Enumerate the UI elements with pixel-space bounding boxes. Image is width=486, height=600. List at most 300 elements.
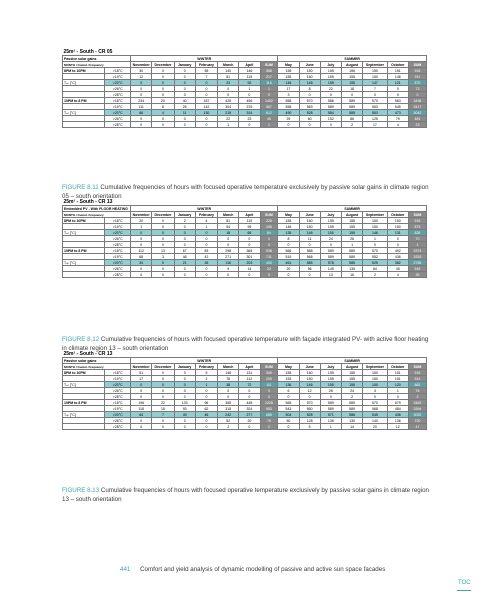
sum-cell: 916 [408,370,426,376]
value-cell: 0 [152,394,174,400]
value-cell: 579 [387,400,408,406]
value-cell: 0 [320,394,341,400]
value-cell: 484 [387,406,408,412]
caption-figure-8-11 [62,183,432,201]
sum-cell: 3436 [408,98,426,104]
sum-cell: 873 [408,224,426,230]
value-cell: 436 [387,254,408,260]
page-footer [120,566,385,573]
month-header: August [341,212,362,218]
month-frequency-label: MONTH / Cumul. Frequency [63,212,131,218]
value-cell: 4 [387,272,408,278]
value-cell: 589 [320,254,341,260]
sum-cell: 1228 [260,400,278,406]
value-cell: 1 [239,86,260,92]
caption-text: Cumulative frequencies of hours with focused operative temperature with façade integrated PV- with active floor heating in climate region 13 – south orientation [62,336,429,352]
value-cell: 0 [195,272,217,278]
value-cell: 155 [341,224,362,230]
sum-cell: 111 [260,382,278,388]
value-cell: 1 [320,424,341,430]
value-cell: 0 [152,272,174,278]
month-header: May [278,212,299,218]
value-cell: 155 [341,74,362,80]
value-cell: 30 [131,68,152,74]
value-cell: 20 [278,266,299,272]
table-scenario-label: Embedded PV - With FLOOR HEATING [63,206,131,212]
value-cell: 136 [278,382,299,388]
threshold-cell: >19°C [105,406,131,412]
temperature-label: Tₒₚ [°C] [63,260,105,266]
sum-cell: 720 [408,418,426,424]
value-cell: 0 [387,86,408,92]
value-cell: 0 [131,122,152,128]
sum-cell: 1 [260,86,278,92]
value-cell: 585 [299,260,320,266]
value-cell: 589 [341,98,362,104]
value-cell: 128 [299,418,320,424]
value-cell: 0 [152,122,174,128]
value-cell: 46 [174,254,195,260]
value-cell: 52 [218,418,239,424]
value-cell: 86 [341,116,362,122]
value-cell: 301 [239,254,260,260]
value-cell: 7 [363,86,388,92]
sum-cell: 870 [408,80,426,86]
value-cell: 0 [174,272,195,278]
value-cell: 131 [387,230,408,236]
value-cell: 0 [320,92,341,98]
month-header: August [341,62,362,68]
value-cell: 490 [278,110,299,116]
value-cell: 0 [174,266,195,272]
sum-cell: 23 [408,122,426,128]
value-cell: 99 [239,224,260,230]
value-cell: 589 [341,248,362,254]
value-cell: 504 [278,412,299,418]
value-cell: 135 [278,230,299,236]
period-label: 10PM to 8 PM [63,98,105,104]
threshold-cell: >18°C [105,248,131,254]
value-cell: 13 [152,248,174,254]
value-cell: 38 [218,382,239,388]
month-header: SUM [408,212,426,218]
value-cell: 0 [195,266,217,272]
value-cell: 0 [239,92,260,98]
value-cell: 78 [218,376,239,382]
value-cell: 519 [278,254,299,260]
value-cell: 12 [299,388,320,394]
value-cell: 0 [174,370,195,376]
value-cell: 146 [278,80,299,86]
value-cell: 563 [387,98,408,104]
value-cell: 12 [131,74,152,80]
value-cell: 11 [299,236,320,242]
value-cell: 0 [174,68,195,74]
value-cell: 543 [278,406,299,412]
value-cell: 0 [218,394,239,400]
value-cell: 0 [174,122,195,128]
value-cell: 558 [278,98,299,104]
value-cell: 0 [195,80,217,86]
threshold-cell: >19°C [105,254,131,260]
value-cell: 553 [363,110,388,116]
value-cell: 0 [278,394,299,400]
value-cell: 0 [387,92,408,98]
value-cell: 0 [174,86,195,92]
month-header: August [341,364,362,370]
value-cell: 119 [239,218,260,224]
value-cell: 324 [239,406,260,412]
value-cell: 16 [341,272,362,278]
value-cell: 589 [341,104,362,110]
value-cell: 8 [152,104,174,110]
value-cell: 7 [195,74,217,80]
value-cell: 140 [363,418,388,424]
value-cell: 2 [174,218,195,224]
sum-cell: 731 [260,254,278,260]
value-cell: 26 [341,236,362,242]
value-cell: 234 [131,98,152,104]
value-cell: 584 [320,110,341,116]
sum-cell: 0 [260,92,278,98]
value-cell: 17 [363,122,388,128]
value-cell: 525 [363,260,388,266]
sum-cell: 0 [260,394,278,400]
value-cell: 0 [174,382,195,388]
threshold-cell: >28°C [105,92,131,98]
threshold-cell: >20°C [105,230,131,236]
value-cell: 18 [341,86,362,92]
value-cell: 0 [152,418,174,424]
value-cell: 0 [131,424,152,430]
value-cell: 560 [299,406,320,412]
value-cell: 155 [320,382,341,388]
value-cell: 0 [299,122,320,128]
month-header: January [174,62,195,68]
sum-cell: 79 [260,418,278,424]
table-scenario-label: Passive solar gains [63,358,131,364]
threshold-cell: >26°C [105,116,131,122]
sum-cell: 3042 [408,110,426,116]
sum-cell: 685 [260,412,278,418]
value-cell: 0 [218,388,239,394]
value-cell: 0 [131,266,152,272]
value-cell: 93 [174,406,195,412]
value-cell: 20 [363,424,388,430]
sum-cell: 2 [260,424,278,430]
value-cell: 151 [387,370,408,376]
value-cell: 146 [387,74,408,80]
value-cell: 17 [131,376,152,382]
month-header: September [363,212,388,218]
threshold-cell: >28°C [105,242,131,248]
toc-link[interactable]: TOC [458,580,471,586]
caption-figure-number: FIGURE 8.13 [62,487,100,494]
value-cell: 1 [131,224,152,230]
value-cell: 0 [195,418,217,424]
value-cell: 568 [299,254,320,260]
month-header: January [174,212,195,218]
value-cell: 0 [239,394,260,400]
value-cell: 187 [195,98,217,104]
value-cell: 21 [174,260,195,266]
value-cell: 565 [278,400,299,406]
sum-cell: 914 [408,376,426,382]
threshold-cell: >18°C [105,370,131,376]
value-cell: 589 [320,406,341,412]
value-cell: 5 [299,424,320,430]
value-cell: 155 [278,68,299,74]
value-cell: 589 [320,400,341,406]
value-cell: 118 [131,406,152,412]
sum-cell: 1 [408,242,426,248]
value-cell: 116 [218,260,239,266]
value-cell: 155 [341,376,362,382]
value-cell: 14 [341,424,362,430]
value-cell: 0 [278,242,299,248]
threshold-cell: >19°C [105,74,131,80]
sum-cell: 3462 [408,400,426,406]
value-cell: 155 [320,218,341,224]
value-cell: 66 [131,110,152,116]
value-cell: 46 [195,412,217,418]
value-cell: 67 [174,248,195,254]
value-cell: 150 [320,230,341,236]
month-header: July [320,212,341,218]
value-cell: 68 [131,254,152,260]
table-row [63,122,427,128]
value-cell: 0 [152,266,174,272]
sum-cell: 226 [260,218,278,224]
value-cell: 155 [278,370,299,376]
value-cell: 0 [239,242,260,248]
month-header: April [239,62,260,68]
sum-cell: 916 [408,68,426,74]
value-cell: 0 [239,424,260,430]
value-cell: 120 [387,382,408,388]
table-scenario-label: Passive solar gains [63,56,131,62]
month-header: October [387,212,408,218]
value-cell: 271 [218,254,239,260]
sum-cell: 2765 [408,260,426,266]
sum-cell: 3417 [408,104,426,110]
value-cell: 0 [174,424,195,430]
caption-text: Cumulative frequencies of hours with focused operative temperature exclusively by passive solar gains in climate region 05 – south orientation [62,184,429,200]
value-cell: 570 [363,248,388,254]
value-cell: 2 [218,424,239,430]
threshold-cell: >19°C [105,104,131,110]
value-cell: 1 [387,388,408,394]
sum-cell: 155 [260,224,278,230]
value-cell: 26 [174,104,195,110]
month-frequency-label: MONTH / Cumul. Frequency [63,364,131,370]
period-label: 10PM to 8 PM [63,248,105,254]
value-cell: 473 [387,110,408,116]
value-cell: 22 [152,400,174,406]
sum-cell: 3092 [408,412,426,418]
threshold-cell: >26°C [105,418,131,424]
value-cell: 29 [278,116,299,122]
value-cell: 14 [239,266,260,272]
value-cell: 0 [278,272,299,278]
value-cell: 0 [152,80,174,86]
sum-cell: 115 [260,80,278,86]
value-cell: 215 [218,110,239,116]
value-cell: 0 [195,388,217,394]
month-header: February [195,364,217,370]
value-cell: 298 [218,248,239,254]
value-cell: 0 [239,236,260,242]
sum-cell: 3253 [408,254,426,260]
page-number: 441 [120,566,131,573]
month-header: May [278,62,299,68]
empty-cell [63,424,105,430]
value-cell: 528 [299,412,320,418]
value-cell: 64 [131,412,152,418]
value-cell: 0 [239,388,260,394]
temperature-label: Tₒₚ [°C] [63,80,105,86]
month-header: March [218,364,239,370]
value-cell: 150 [299,224,320,230]
threshold-cell: >19°C [105,376,131,382]
value-cell: 60 [299,116,320,122]
month-header: March [218,212,239,218]
value-cell: 96 [195,400,217,406]
value-cell: 150 [363,224,388,230]
month-header: February [195,62,217,68]
value-cell: 570 [363,400,388,406]
value-cell: 45 [387,266,408,272]
sum-cell: 0 [260,236,278,242]
sum-cell: 209 [260,376,278,382]
month-header: November [131,212,152,218]
threshold-cell: >18°C [105,68,131,74]
threshold-cell: >26°C [105,86,131,92]
month-header: July [320,364,341,370]
value-cell: 92 [239,80,260,86]
month-header: SUM [260,212,278,218]
temperature-label: Tₒₚ [°C] [63,412,105,418]
value-cell: 153 [278,376,299,382]
value-cell: 558 [278,104,299,110]
value-cell: 7 [152,412,174,418]
value-cell: 0 [195,230,217,236]
value-cell: 13 [320,272,341,278]
value-cell: 1 [218,122,239,128]
value-cell: 146 [299,382,320,388]
value-cell: 8 [278,236,299,242]
winter-header: WINTER [131,56,278,62]
value-cell: 42 [195,254,217,260]
value-cell: 0 [387,236,408,242]
month-header: SUM [260,62,278,68]
value-cell: 570 [299,400,320,406]
value-cell: 571 [320,412,341,418]
value-cell: 589 [341,400,362,406]
value-cell: 0 [152,242,174,248]
value-cell: 145 [320,266,341,272]
value-cell: 0 [299,92,320,98]
value-cell: 50 [278,418,299,424]
value-cell: 528 [299,110,320,116]
threshold-cell: >18°C [105,218,131,224]
threshold-cell: >28°C [105,394,131,400]
value-cell: 136 [320,418,341,424]
value-cell: 0 [320,122,341,128]
results-table [62,350,427,430]
value-cell: 0 [363,92,388,98]
value-cell: 155 [278,74,299,80]
value-cell: 20 [152,98,174,104]
sum-cell: 217 [260,74,278,80]
value-cell: 0 [131,230,152,236]
value-cell: 0 [195,86,217,92]
month-header: November [131,62,152,68]
value-cell: 0 [131,382,152,388]
month-header: April [239,212,260,218]
month-header: June [299,364,320,370]
threshold-cell: >20°C [105,260,131,266]
value-cell: 0 [195,242,217,248]
value-cell: 136 [387,418,408,424]
value-cell: 51 [131,370,152,376]
value-cell: 1 [363,236,388,242]
value-cell: 578 [320,260,341,266]
value-cell: 0 [278,122,299,128]
sum-cell: 0 [408,92,426,98]
sum-cell: 2 [408,394,426,400]
value-cell: 155 [341,68,362,74]
value-cell: 0 [387,394,408,400]
value-cell: 0 [152,370,174,376]
value-cell: 23 [218,80,239,86]
temperature-label: Tₒₚ [°C] [63,382,105,388]
sum-cell: 0 [260,388,278,394]
value-cell: 448 [239,400,260,406]
value-cell: 150 [299,74,320,80]
value-cell: 81 [218,218,239,224]
value-cell: 8 [299,86,320,92]
value-cell: 0 [299,242,320,248]
value-cell: 112 [131,248,152,254]
month-header: October [387,364,408,370]
threshold-cell: >20°C [105,110,131,116]
value-cell: 0 [195,92,217,98]
value-cell: 0 [174,92,195,98]
value-cell: 0 [152,116,174,122]
sum-cell: 76 [408,388,426,394]
value-cell: 0 [174,388,195,394]
value-cell: 146 [299,230,320,236]
value-cell: 125 [363,116,388,122]
temperature-label: Tₒₚ [°C] [63,110,105,116]
threshold-cell: >18°C [105,400,131,406]
value-cell: 552 [363,254,388,260]
value-cell: 0 [218,86,239,92]
value-cell: 0 [152,224,174,230]
value-cell: 1 [341,242,362,248]
value-cell: 155 [341,230,362,236]
value-cell: 585 [341,110,362,116]
value-cell: 0 [174,236,195,242]
sum-cell: 35 [408,272,426,278]
sum-cell: 481 [408,116,426,122]
threshold-cell: >28°C [105,272,131,278]
value-cell: 84 [363,266,388,272]
value-cell: 40 [174,98,195,104]
caption-figure-8-13 [62,486,432,504]
value-cell: 0 [152,68,174,74]
